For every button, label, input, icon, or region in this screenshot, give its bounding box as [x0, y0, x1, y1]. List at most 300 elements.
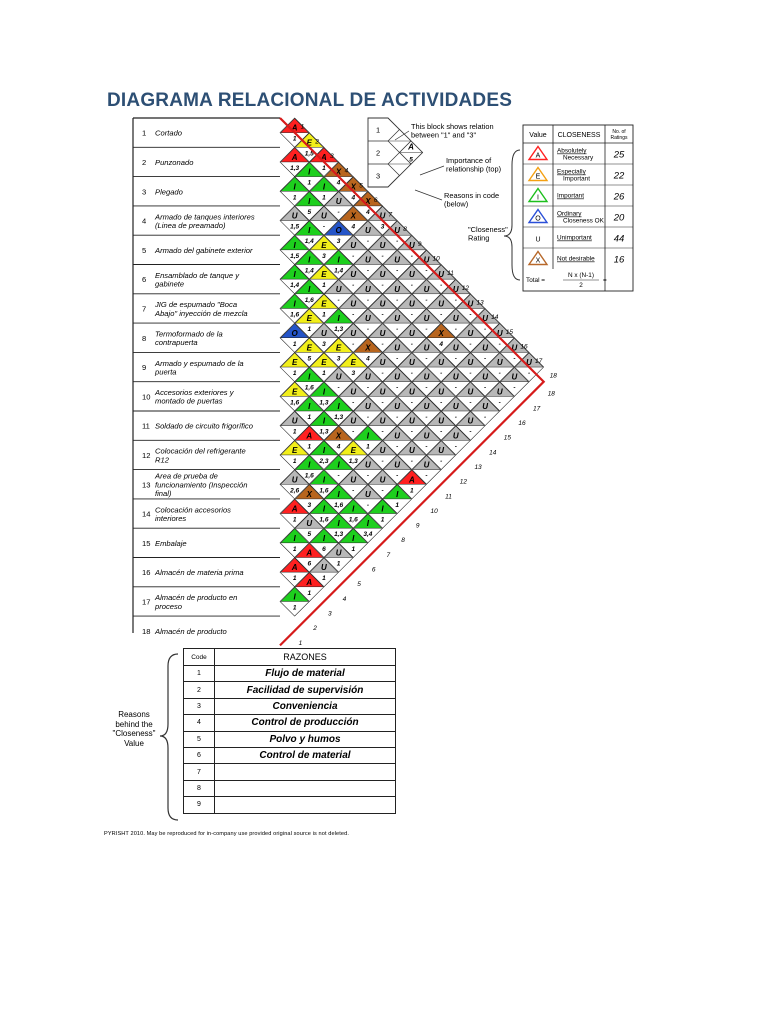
activity-name: Ensamblado de tanque y	[155, 270, 240, 280]
cell-reason-text: -	[396, 238, 399, 246]
column-number: 13	[476, 299, 484, 307]
cell-rating-text: A	[306, 548, 313, 558]
cell-rating-text: U	[365, 314, 371, 324]
cell-rating-text: X	[365, 343, 371, 353]
activity-name: Colocación del refrigerante	[155, 446, 246, 456]
cell-rating-text: I	[337, 314, 340, 324]
cell-reason-text: 1,4	[304, 238, 314, 246]
activity-number: 2	[142, 157, 147, 167]
cell-reason-text: -	[337, 384, 340, 392]
activity-name: Armado del gabinete exterior	[155, 245, 253, 255]
legend-header-value: Value	[529, 132, 547, 139]
cell-rating-text: U	[408, 328, 415, 338]
cell-rating-text: U	[335, 284, 342, 294]
block-number: 2	[375, 148, 381, 158]
cell-rating-text: U	[423, 284, 430, 294]
cell-reason-text: 1	[307, 179, 312, 187]
cell-reason-text: 6	[322, 545, 326, 553]
reason-code: 1	[184, 666, 215, 682]
cell-rating-text: E	[350, 358, 356, 368]
reason-code: 9	[184, 797, 215, 813]
cell-rating-text: U	[379, 328, 386, 338]
activity-name: puerta	[155, 367, 177, 377]
cell-reason-text: -	[469, 311, 472, 319]
cell-reason-text: 1	[292, 545, 297, 553]
cell-rating-text: I	[322, 504, 326, 514]
column-number: 6	[373, 196, 378, 204]
column-number: 8	[401, 537, 405, 545]
cell-rating-text: I	[308, 284, 311, 294]
cell-rating-text: U	[482, 343, 488, 353]
cell-reason-text: -	[322, 223, 326, 231]
cell-rating-text: I	[352, 504, 355, 514]
cell-reason-text: -	[381, 370, 384, 378]
cell-reason-text: -	[381, 487, 384, 495]
cell-rating-text: I	[366, 431, 370, 441]
cell-reason-text: -	[381, 340, 384, 348]
cell-rating-text: U	[408, 270, 415, 280]
cell-rating-text: I	[322, 387, 326, 397]
cell-rating-text: U	[350, 475, 357, 485]
cell-rating-text: U	[467, 299, 474, 309]
column-number: 16	[518, 420, 526, 427]
cell-reason-text: 6	[307, 560, 312, 568]
column-number: 16	[520, 343, 528, 351]
cell-reason-text: -	[381, 282, 384, 290]
cell-reason-text: 2,6	[290, 487, 300, 495]
cell-reason-text: -	[396, 414, 399, 421]
cell-reason-text: 4	[351, 194, 356, 202]
reason-code: 2	[184, 682, 215, 698]
activity-number: 10	[142, 392, 151, 402]
cell-reason-text: 1,6	[304, 472, 314, 480]
cell-reason-text: 1,4	[334, 267, 344, 275]
reason-row	[184, 715, 396, 731]
column-number: 2	[313, 625, 317, 633]
cell-reason-text: -	[366, 296, 369, 304]
column-number: 5	[359, 182, 363, 190]
cell-reason-text: 1,6	[290, 311, 300, 319]
cell-rating-text: U	[350, 270, 357, 280]
cell-reason-text: -	[410, 457, 413, 465]
cell-rating-text: X	[350, 211, 356, 221]
reason-code: 5	[184, 731, 215, 747]
cell-reason-text: 1,5	[290, 252, 300, 260]
cell-rating-text: I	[396, 489, 399, 499]
activity-number: 3	[142, 187, 147, 197]
cell-reason-text: -	[484, 414, 487, 421]
cell-reason-text: 1	[322, 311, 326, 319]
cell-reason-text: -	[498, 340, 501, 348]
cell-rating-text: U	[394, 460, 401, 470]
cell-rating-text: I	[337, 519, 340, 529]
legend-value: U	[535, 236, 541, 244]
cell-rating-text: U	[408, 445, 415, 455]
legend-value: I	[537, 194, 539, 202]
cell-reason-text: -	[513, 384, 516, 392]
cell-reason-text: 1	[292, 604, 297, 612]
cell-reason-text: -	[440, 311, 443, 319]
cell-reason-text: -	[440, 370, 443, 378]
block-rating: A	[408, 142, 414, 152]
cell-rating-text: U	[423, 460, 430, 470]
reason-text: Conveniencia	[215, 698, 396, 714]
activity-name: final)	[155, 488, 172, 498]
reason-code: 4	[184, 715, 215, 731]
cell-reason-text: 2,3	[319, 457, 329, 465]
cell-reason-text: 1,4	[304, 267, 314, 275]
cell-reason-text: -	[337, 208, 340, 216]
cell-rating-text: O	[291, 328, 298, 338]
cell-reason-text: 4	[351, 223, 356, 231]
cell-rating-text: I	[322, 182, 326, 192]
cell-rating-text: I	[293, 299, 296, 309]
legend-value: O	[535, 215, 541, 223]
cell-rating-text: X	[335, 431, 342, 441]
cell-rating-text: A	[291, 152, 298, 162]
cell-reason-text: 1	[322, 194, 326, 202]
cell-reason-text: 1,6	[304, 296, 314, 304]
cell-reason-text: -	[440, 282, 443, 290]
cell-rating-text: U	[321, 563, 327, 573]
cell-rating-text: X	[438, 328, 444, 338]
cell-rating-text: U	[379, 299, 386, 309]
cell-reason-text: 1	[292, 516, 297, 524]
cell-reason-text: 1	[366, 443, 370, 451]
column-number: 1	[300, 123, 305, 131]
cell-rating-text: I	[366, 519, 370, 529]
cell-rating-text: U	[394, 255, 401, 265]
cell-reason-text: 4	[366, 208, 370, 216]
reason-code: 7	[184, 764, 215, 780]
cell-reason-text: -	[396, 384, 399, 392]
cell-rating-text: X	[306, 489, 312, 499]
cell-reason-text: -	[396, 326, 399, 334]
cell-rating-text: E	[291, 445, 298, 455]
cell-rating-text: I	[308, 167, 311, 177]
cell-rating-text: U	[496, 387, 503, 397]
cell-rating-text: I	[293, 270, 296, 280]
cell-rating-text: U	[350, 299, 357, 309]
cell-reason-text: -	[381, 399, 384, 407]
cell-rating-text: A	[291, 123, 298, 133]
legend-closeness: Important	[557, 192, 584, 200]
reason-row	[184, 764, 396, 780]
cell-rating-text: I	[308, 460, 311, 470]
cell-rating-text: U	[408, 387, 415, 397]
activity-number: 17	[142, 597, 151, 607]
cell-rating-text: U	[365, 372, 371, 382]
cell-rating-text: U	[467, 387, 474, 397]
cell-rating-text: A	[321, 152, 327, 162]
cell-reason-text: 1	[292, 457, 297, 465]
legend-closeness: Especially Important	[557, 168, 590, 183]
column-number: 12	[461, 284, 470, 292]
cell-reason-text: 1,6	[304, 384, 314, 392]
cell-rating-text: I	[308, 255, 311, 265]
cell-reason-text: 1,3	[348, 457, 358, 465]
legend-equals: =	[603, 277, 607, 284]
cell-reason-text: 3	[380, 223, 385, 231]
cell-rating-text: U	[496, 358, 503, 368]
cell-reason-text: -	[410, 340, 413, 348]
cell-reason-text: -	[484, 355, 487, 363]
activity-number: 6	[142, 275, 147, 285]
column-number: 9	[415, 522, 420, 530]
cell-reason-text: 1	[292, 575, 297, 583]
reason-code: 8	[184, 780, 215, 796]
cell-rating-text: U	[423, 255, 430, 265]
reason-row	[184, 780, 396, 796]
cell-rating-text: I	[293, 533, 296, 543]
cell-rating-text: A	[306, 431, 313, 441]
activity-name: Almacén de producto	[155, 626, 227, 636]
cell-rating-text: I	[308, 196, 311, 206]
cell-reason-text: -	[454, 384, 457, 392]
cell-reason-text: -	[352, 311, 355, 319]
column-number: 9	[417, 240, 422, 248]
reason-row	[184, 698, 396, 714]
cell-reason-text: -	[337, 472, 340, 480]
activity-name: Almacén de materia prima	[155, 568, 244, 578]
reason-text: Control de producción	[215, 715, 396, 731]
cell-reason-text: -	[425, 355, 428, 363]
cell-reason-text: 1	[322, 164, 326, 172]
cell-rating-text: U	[467, 328, 474, 338]
activity-name: Abajo" inyección de mezcla	[155, 308, 248, 318]
column-number: 2	[315, 138, 319, 146]
cell-rating-text: U	[365, 255, 371, 265]
cell-reason-text: 1	[307, 589, 312, 597]
cell-reason-text: -	[396, 355, 399, 363]
column-number: 7	[386, 551, 391, 559]
cell-rating-text: I	[322, 445, 326, 455]
cell-reason-text: 1,6	[319, 487, 329, 495]
cell-rating-text: U	[423, 343, 430, 353]
reason-row	[184, 747, 396, 763]
cell-reason-text: 1	[307, 326, 312, 334]
cell-rating-text: I	[308, 402, 311, 411]
cell-reason-text: 1,3	[319, 399, 329, 407]
cell-rating-text: I	[322, 533, 326, 543]
block-number: 1	[375, 125, 381, 135]
cell-rating-text: U	[350, 328, 357, 338]
cell-rating-text: U	[321, 211, 327, 221]
page-title: DIAGRAMA RELACIONAL DE ACTIVIDADES	[107, 90, 513, 111]
cell-rating-text: U	[335, 372, 342, 382]
column-number: 4	[342, 595, 347, 603]
cell-reason-text: 1	[322, 370, 326, 378]
cell-reason-text: -	[410, 282, 413, 290]
cell-rating-text: U	[511, 372, 518, 382]
cell-reason-text: -	[366, 267, 369, 275]
cell-reason-text: 3	[322, 340, 326, 348]
cell-rating-text: U	[379, 475, 386, 485]
cell-rating-text: A	[291, 504, 298, 514]
reason-text: Control de material	[215, 747, 396, 763]
cell-reason-text: -	[469, 399, 472, 407]
activity-list	[133, 118, 280, 636]
cell-reason-text: -	[352, 399, 355, 407]
cell-rating-text: U	[496, 328, 503, 338]
cell-rating-text: U	[408, 240, 415, 250]
legend-count: 25	[613, 149, 625, 161]
cell-rating-text: U	[423, 431, 430, 441]
column-number: 17	[535, 358, 543, 366]
cell-reason-text: -	[484, 326, 487, 334]
cell-reason-text: -	[410, 399, 413, 407]
cell-reason-text: -	[469, 370, 472, 378]
activity-number: 11	[142, 421, 150, 431]
activity-number: 12	[142, 450, 151, 460]
reasons-table-header	[184, 649, 396, 666]
cell-reason-text: -	[352, 428, 355, 436]
cell-reason-text: 1	[307, 443, 312, 451]
cell-rating-text: U	[452, 314, 459, 324]
activity-number: 9	[142, 363, 147, 373]
cell-rating-text: U	[306, 519, 313, 529]
closeness-legend	[523, 125, 633, 291]
activity-name: Accesorios exteriores y	[155, 388, 234, 398]
column-number: 17	[533, 405, 541, 413]
cell-rating-text: E	[291, 358, 298, 368]
activity-name: Area de prueba de	[155, 471, 218, 481]
activity-name: funcionamiento (Inspección	[155, 480, 248, 490]
reason-text	[215, 764, 396, 780]
cell-rating-text: E	[306, 138, 312, 148]
cell-reason-text: -	[440, 399, 443, 407]
cell-rating-text: U	[291, 416, 298, 426]
column-number: 1	[298, 639, 303, 647]
cell-rating-text: U	[394, 343, 401, 353]
block-reason: 5	[409, 156, 413, 164]
cell-rating-text: U	[350, 416, 357, 426]
legend-closeness: Unimportant	[557, 234, 592, 242]
cell-reason-text: 1,6	[348, 516, 358, 524]
activity-number: 7	[142, 304, 147, 314]
cell-reason-text: 1	[307, 414, 312, 421]
block-note-importance: Importance of relationship (top)	[446, 156, 502, 174]
cell-reason-text: -	[454, 355, 457, 363]
cell-reason-text: -	[410, 311, 413, 319]
cell-rating-text: I	[337, 402, 340, 411]
legend-value: A	[535, 152, 541, 160]
cell-rating-text: E	[321, 358, 327, 368]
cell-reason-text: -	[366, 326, 369, 334]
cell-rating-text: U	[438, 270, 445, 280]
cell-reason-text: -	[410, 370, 413, 378]
reason-row	[184, 731, 396, 747]
reasons-caption: Reasons behind the "Closeness" Value	[112, 710, 156, 748]
legend-count: 16	[613, 254, 625, 266]
cell-reason-text: -	[381, 457, 384, 465]
cell-reason-text: -	[454, 326, 457, 334]
activity-number: 16	[142, 568, 151, 578]
cell-rating-text: U	[350, 387, 357, 397]
cell-reason-text: 1	[292, 428, 297, 436]
column-number: 13	[474, 463, 482, 471]
activity-name: gabinete	[155, 279, 185, 289]
cell-reason-text: 1,3	[334, 414, 344, 421]
reason-text: Polvo y humos	[215, 731, 396, 747]
activity-name: Almacén de producto en	[155, 593, 238, 603]
cell-rating-text: X	[335, 167, 342, 177]
activity-number: 4	[142, 216, 147, 226]
cell-rating-text: U	[467, 358, 474, 368]
cell-rating-text: U	[452, 402, 459, 411]
cell-rating-text: I	[293, 240, 296, 250]
legend-count: 20	[613, 212, 625, 224]
block-note-closeness-rating: "Closeness" Rating	[468, 225, 508, 243]
arrow-line	[415, 190, 442, 200]
cell-reason-text: -	[381, 428, 384, 436]
cell-rating-text: X	[365, 196, 371, 206]
cell-rating-text: U	[511, 343, 518, 353]
activity-name: contrapuerta	[155, 338, 198, 348]
cell-reason-text: -	[352, 340, 355, 348]
cell-reason-text: -	[366, 384, 369, 392]
cell-rating-text: I	[352, 533, 355, 543]
cell-rating-text: I	[322, 475, 326, 485]
legend-header-count: No. of Ratings	[610, 129, 628, 141]
cell-rating-text: U	[467, 416, 474, 426]
column-number: 5	[357, 581, 361, 589]
cell-reason-text: -	[527, 370, 531, 378]
reason-text: Flujo de material	[215, 666, 396, 682]
activity-name: Colocación accesorios	[155, 505, 231, 515]
cell-rating-text: U	[379, 416, 386, 426]
reason-code: 6	[184, 747, 215, 763]
cell-rating-text: U	[394, 226, 401, 236]
cell-rating-text: U	[438, 299, 445, 309]
cell-rating-text: A	[306, 577, 313, 587]
cell-rating-text: E	[350, 445, 356, 455]
cell-reason-text: 1	[292, 135, 297, 143]
activity-name: Embalaje	[155, 538, 187, 548]
legend-count: 22	[613, 170, 625, 182]
cell-reason-text: 5	[307, 208, 312, 216]
column-number: 3	[327, 610, 332, 618]
activity-number: 8	[142, 333, 147, 343]
block-note-reasons-code: Reasons in code (below)	[444, 191, 500, 209]
cell-rating-text: U	[379, 445, 386, 455]
cell-rating-text: U	[365, 284, 371, 294]
cell-reason-text: -	[396, 267, 399, 275]
cell-rating-text: U	[482, 314, 488, 324]
cell-rating-text: U	[526, 358, 532, 368]
cell-rating-text: I	[337, 460, 340, 470]
cell-reason-text: -	[469, 340, 472, 348]
cell-reason-text: 1,6	[334, 501, 344, 509]
cell-rating-text: U	[365, 460, 371, 470]
cell-rating-text: U	[423, 402, 430, 411]
legend-formula-bottom: 2	[579, 282, 583, 289]
cell-rating-text: I	[337, 489, 340, 499]
activity-name: Punzonado	[155, 157, 194, 167]
reason-text	[215, 797, 396, 813]
activity-number: 15	[142, 538, 151, 548]
cell-reason-text: -	[337, 296, 340, 304]
cell-rating-text: U	[379, 211, 386, 221]
cell-reason-text: 1	[351, 545, 356, 553]
cell-reason-text: -	[366, 414, 369, 421]
cell-rating-text: U	[423, 372, 430, 382]
cell-reason-text: 1	[292, 370, 297, 378]
cell-rating-text: U	[291, 475, 298, 485]
cell-reason-text: -	[410, 428, 413, 436]
cell-reason-text: -	[440, 457, 443, 465]
cell-rating-text: U	[365, 226, 371, 236]
